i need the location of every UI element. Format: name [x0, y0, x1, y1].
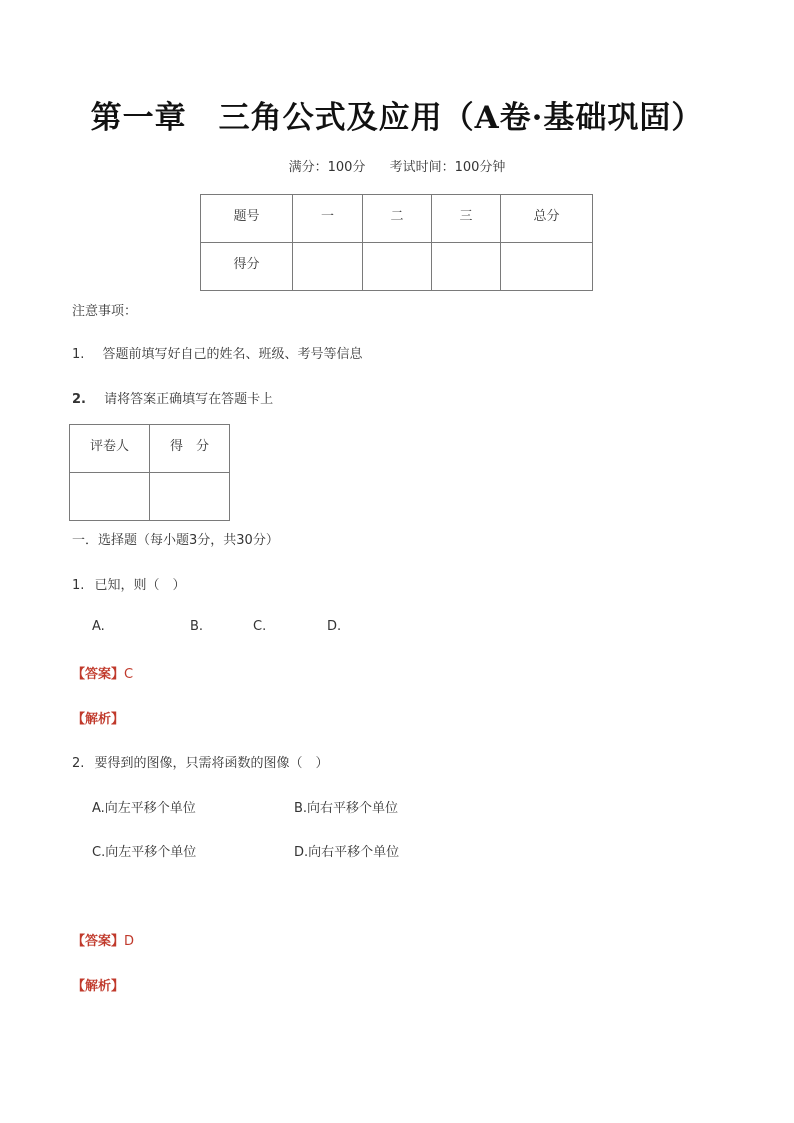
option-a: A.	[92, 619, 105, 634]
notice-item	[72, 343, 363, 362]
grader-header-cell: 得 分	[150, 425, 230, 473]
score-table	[200, 194, 593, 291]
answer-label: 【答案】	[72, 667, 125, 682]
score-cell	[432, 243, 501, 291]
full-score: 满分：100分	[288, 160, 366, 175]
option-a: A.向左平移个单位	[92, 801, 196, 816]
score-header-cell: 总分	[501, 195, 593, 243]
notice-item-text: 答题前填写好自己的姓名、班级、考号等信息	[102, 347, 363, 362]
question-number: 1.	[72, 578, 85, 593]
option-c: C.向左平移个单位	[92, 845, 197, 860]
grader-table	[69, 424, 230, 521]
option-d: D.	[327, 619, 342, 634]
answer-label: 【答案】	[72, 934, 125, 949]
answer-value: D	[124, 934, 135, 949]
notice-heading: 注意事项：	[72, 304, 138, 319]
page-title: 第一章 三角公式及应用（A卷·基础巩固）	[90, 100, 704, 136]
question-stem	[72, 574, 186, 593]
option-b: B.	[190, 619, 204, 634]
grader-cell	[70, 473, 150, 521]
score-header-cell: 题号	[201, 195, 293, 243]
grader-cell	[150, 473, 230, 521]
score-header-cell: 二	[363, 195, 432, 243]
question-text: 已知，则（ ）	[94, 578, 186, 593]
notice-item	[72, 388, 273, 407]
exam-time: 考试时间：100分钟	[389, 160, 506, 175]
score-cell	[363, 243, 432, 291]
score-cell	[293, 243, 363, 291]
section-heading: 一．选择题（每小题3分，共30分）	[72, 533, 279, 548]
notice-item-text: 请将答案正确填写在答题卡上	[104, 392, 274, 407]
exam-info	[0, 156, 794, 175]
notice-item-number: 1.	[72, 347, 85, 362]
answer-line	[72, 930, 134, 949]
question-stem	[72, 752, 329, 771]
answer-line	[72, 663, 133, 682]
score-header-cell: 三	[432, 195, 501, 243]
score-header-cell: 一	[293, 195, 363, 243]
grader-header-cell: 评卷人	[70, 425, 150, 473]
option-b: B.向右平移个单位	[294, 801, 399, 816]
question-number: 2.	[72, 756, 85, 771]
question-text: 要得到的图像，只需将函数的图像（ ）	[94, 756, 329, 771]
option-c: C.	[253, 619, 267, 634]
score-cell	[501, 243, 593, 291]
notice-item-number: 2.	[72, 392, 86, 407]
analysis-label: 【解析】	[72, 712, 125, 727]
score-row-label: 得分	[201, 243, 293, 291]
analysis-label: 【解析】	[72, 979, 125, 994]
answer-value: C	[124, 667, 134, 682]
option-d: D.向右平移个单位	[294, 845, 400, 860]
